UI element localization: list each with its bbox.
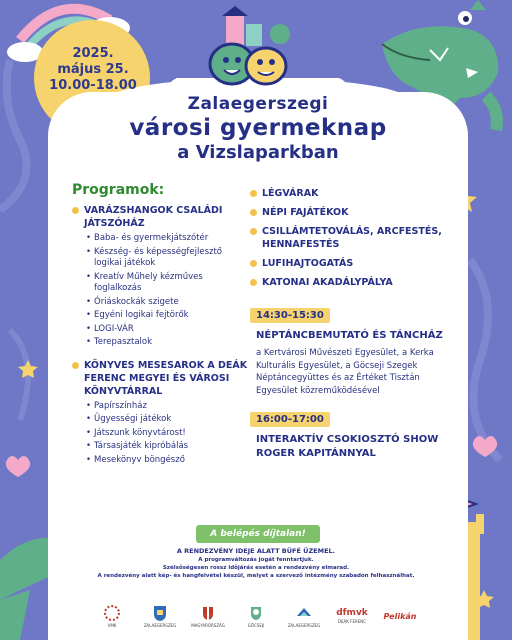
- footer-recording: A rendezvény alatt kép- és hangfelvétel készül, melyet a szervező intézmény szabadon felhasználhat.: [97, 573, 415, 579]
- list-item: • Egyéni logikai fejtörők: [94, 310, 252, 322]
- time-badge: 16:00-17:00: [250, 412, 330, 427]
- museum-logo: GÖCSEJI: [240, 600, 272, 632]
- program-section: [72, 204, 252, 349]
- bullet-dot-icon: [72, 207, 79, 214]
- date-day: május 25.: [57, 62, 129, 77]
- attractions-list: [250, 187, 460, 289]
- attraction-item: CSILLÁMTETOVÁLÁS, ARCFESTÉS, HENNAFESTÉS: [250, 225, 460, 251]
- list-item: • Mesekönyv böngésző: [94, 455, 252, 467]
- hungary-crest-logo: MAGYARORSZÁG: [192, 600, 224, 632]
- footer-notes: [70, 546, 442, 580]
- bullet-dot-icon: [250, 228, 257, 235]
- list-item: • Játszunk könyvtárost!: [94, 428, 252, 440]
- list-item: • Terepasztalok: [94, 337, 252, 349]
- list-item: • Baba- és gyermekjátszótér: [94, 233, 252, 245]
- section-title: VARÁZSHANGOK CSALÁDI JÁTSZÓHÁZ: [72, 204, 252, 230]
- vmk-logo: VMK: [96, 600, 128, 632]
- free-entry-ribbon: A belépés díjtalan!: [196, 525, 320, 543]
- list-item: • Társasjáték kipróbálás: [94, 441, 252, 453]
- event-description: a Kertvárosi Művészeti Egyesület, a Kerka Kulturális Egyesület, a Göcseji Szegek Néptáncegyüttes és az Értéket Tisztán Egyesület közreműködésével: [256, 348, 434, 396]
- programs-column-left: [72, 182, 252, 474]
- list-item: • Készség- és képességfejlesztő logikai játékok: [94, 247, 252, 270]
- date-year: 2025.: [72, 46, 114, 61]
- section-title: KÖNYVES MESESAROK A DEÁK FERENC MEGYEI ÉS VÁROSI KÖNYVTÁRRAL: [72, 359, 252, 398]
- bullet-dot-icon: [250, 209, 257, 216]
- event-name: INTERAKTÍV CSOKIOSZTÓ SHOW ROGER KAPITÁNNYAL: [256, 434, 439, 459]
- attraction-item: LUFIHAJTOGATÁS: [250, 257, 460, 270]
- list-item: • LOGI-VÁR: [94, 324, 252, 336]
- title-line-2: városi gyermeknap: [129, 115, 387, 141]
- pelikan-logo: Pelikán: [383, 611, 417, 621]
- title-line-1: Zalaegerszegi: [187, 94, 329, 114]
- attraction-item: LÉGVÁRAK: [250, 187, 460, 200]
- footer-weather: Szélsőségesen rossz időjárás esetén a rendezvény elmarad.: [162, 565, 350, 571]
- program-section: [72, 359, 252, 467]
- section-items: [72, 233, 252, 349]
- list-item: • Óriáskockák szigete: [94, 297, 252, 309]
- zalaegerszeg-crest-logo: ZALAEGERSZEG: [144, 600, 176, 632]
- bullet-dot-icon: [72, 362, 79, 369]
- event-block: [250, 407, 460, 461]
- programs-heading: Programok:: [72, 182, 165, 198]
- event-title: [118, 94, 398, 163]
- list-item: • Papírszínház: [94, 401, 252, 413]
- mascot-logo: [196, 6, 306, 94]
- event-name: NÉPTÁNCBEMUTATÓ ÉS TÁNCHÁZ: [256, 330, 443, 341]
- bullet-dot-icon: [250, 190, 257, 197]
- library-logo: dfmvk DEÁK FERENC: [336, 608, 368, 624]
- footer-changes: A programváltozás jogát fenntartjuk.: [198, 557, 314, 563]
- attraction-item: KATONAI AKADÁLYPÁLYA: [250, 276, 460, 289]
- section-items: [72, 401, 252, 467]
- date-time: 10.00-18.00: [49, 78, 137, 93]
- event-block: [250, 303, 460, 397]
- bullet-dot-icon: [250, 260, 257, 267]
- bullet-dot-icon: [250, 279, 257, 286]
- city-logo: ZALAEGERSZEG: [288, 600, 320, 632]
- programs-column-right: [250, 187, 460, 465]
- list-item: • Ügyességi játékok: [94, 414, 252, 426]
- list-item: • Kreatív Műhely kézműves foglalkozás: [94, 272, 252, 295]
- footer-buffet: A RENDEZVÉNY IDEJE ALATT BÜFÉ ÜZEMEL.: [176, 547, 336, 555]
- title-line-3: a Vizslaparkban: [177, 142, 339, 163]
- attraction-item: NÉPI FAJÁTÉKOK: [250, 206, 460, 219]
- sponsor-logos: [96, 598, 416, 634]
- time-badge: 14:30-15:30: [250, 308, 330, 323]
